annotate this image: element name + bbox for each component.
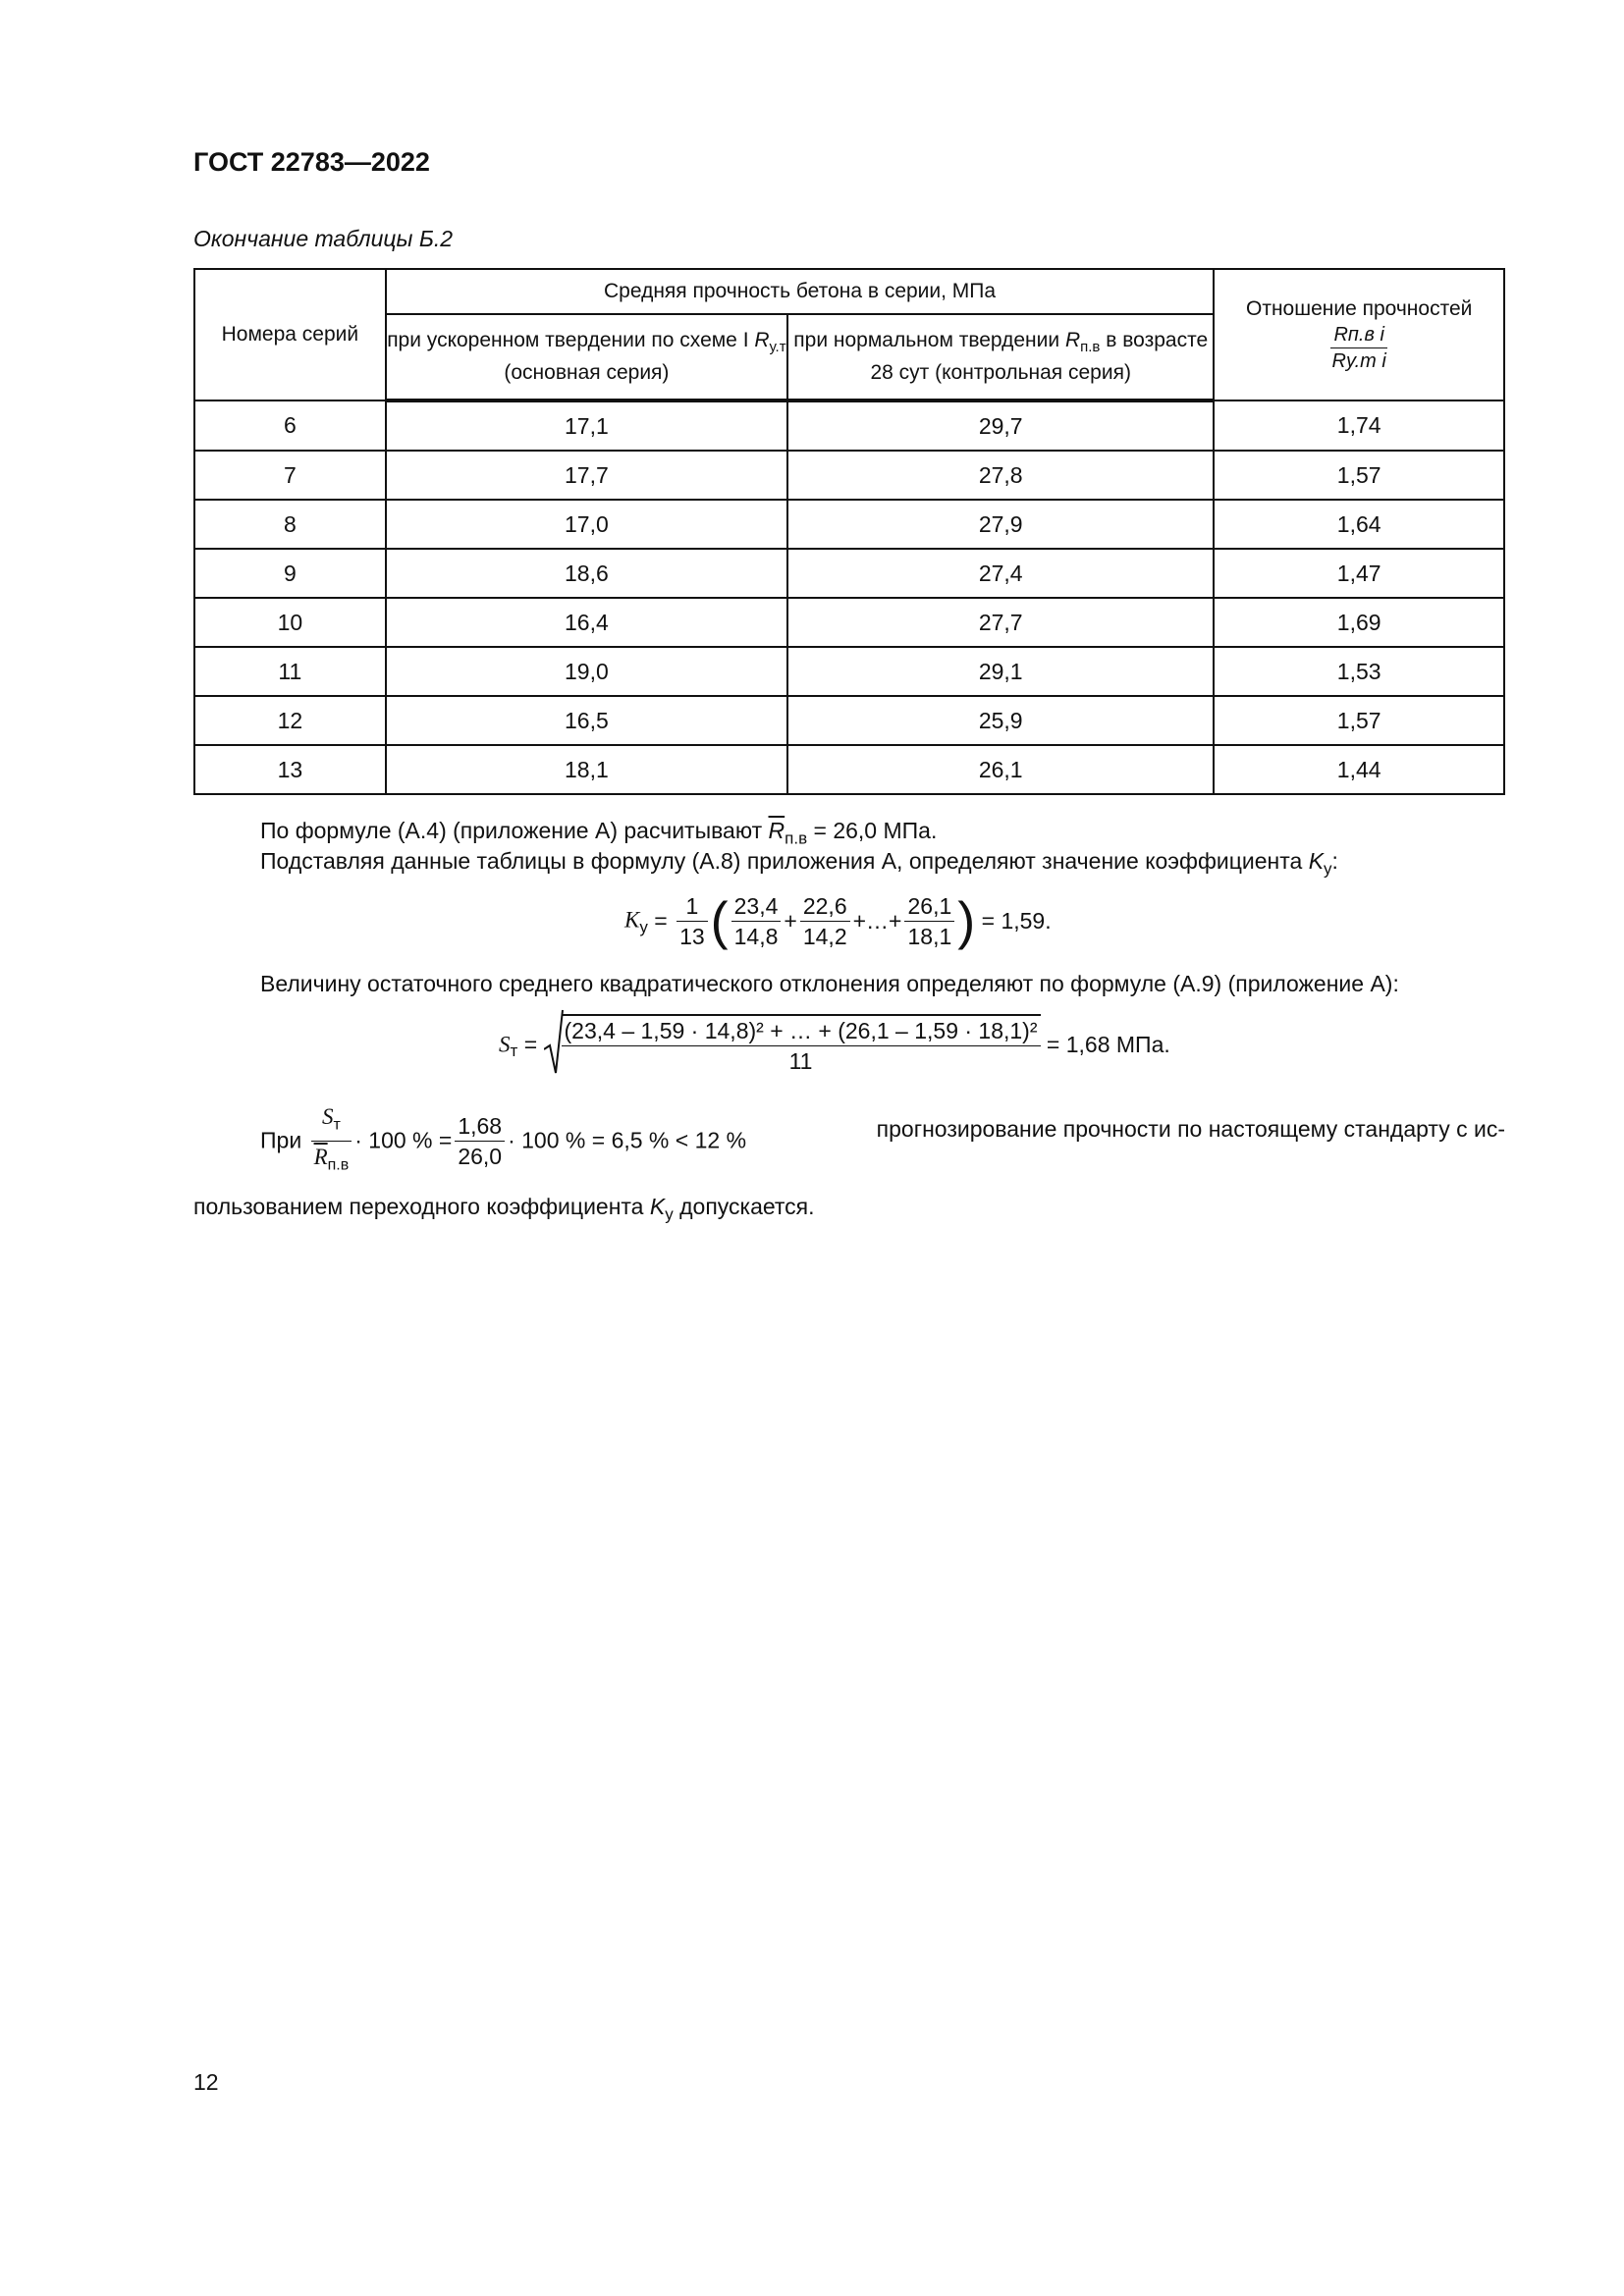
accel-sub: у.т (769, 339, 786, 356)
cell-normal: 27,4 (787, 549, 1214, 598)
ky-coef (677, 891, 708, 951)
pct-times-1: · 100 % = (354, 1127, 453, 1153)
cell-series: 10 (194, 598, 386, 647)
table-row (194, 696, 1504, 745)
document-header: ГОСТ 22783—2022 (193, 147, 430, 177)
accel-text: при ускоренном твердении по схеме I (387, 328, 755, 351)
cell-accel: 19,0 (386, 647, 787, 696)
ratio-numerator: Rп.в i (1330, 322, 1386, 348)
cell-series: 13 (194, 745, 386, 794)
p1-symbol: $\overline{R}$ (768, 818, 785, 843)
cell-normal: 26,1 (787, 745, 1214, 794)
cell-ratio: 1,57 (1214, 451, 1504, 500)
normal-text: при нормальном твердении (793, 328, 1065, 351)
ky-result: = 1,59. (981, 908, 1052, 934)
p5-symbol: K (649, 1194, 666, 1219)
ky-f3-den: 18,1 (907, 924, 952, 949)
ky-coef-den: 13 (679, 924, 705, 949)
ky-f2-den: 14,2 (802, 924, 847, 949)
ky-dots: +…+ (852, 908, 902, 934)
normal-sub: п.в (1080, 339, 1101, 356)
ky-f1-num: 23,4 (731, 891, 782, 922)
st-lhs-sub: т (510, 1041, 518, 1061)
ky-f1-den: 14,8 (733, 924, 779, 949)
p2-sub: у (1324, 859, 1332, 879)
st-num: (23,4 – 1,59 · 14,8)² + … + (26,1 – 1,59 · 18,1)² (562, 1016, 1041, 1046)
ky-lhs-sub: у (639, 918, 648, 937)
pct-frac-1-num (311, 1101, 352, 1142)
st-result: = 1,68 МПа. (1046, 1032, 1170, 1057)
pct-den-2: 26,0 (458, 1143, 503, 1169)
table-row (194, 647, 1504, 696)
accel-suffix: (основная серия) (504, 361, 670, 385)
table-row (194, 400, 1504, 451)
cell-ratio: 1,57 (1214, 696, 1504, 745)
cell-accel: 17,0 (386, 500, 787, 549)
paragraph-conclusion (193, 1193, 815, 1229)
header-accelerated (386, 314, 787, 400)
ky-coef-num: 1 (677, 891, 708, 922)
pct-den-symbol: $\overline{R}$ (313, 1144, 328, 1169)
accel-symbol: R (754, 328, 770, 351)
ky-lhs: K (624, 907, 640, 933)
table-row (194, 598, 1504, 647)
st-frac (562, 1014, 1041, 1076)
page-number: 12 (193, 2069, 219, 2095)
cell-normal: 25,9 (787, 696, 1214, 745)
cell-accel: 18,6 (386, 549, 787, 598)
pct-frac-1 (311, 1101, 352, 1180)
cell-normal: 29,1 (787, 647, 1214, 696)
p1-suffix: = 26,0 МПа. (807, 818, 938, 843)
cell-accel: 18,1 (386, 745, 787, 794)
header-normal (787, 314, 1214, 400)
cell-accel: 16,5 (386, 696, 787, 745)
cell-series: 11 (194, 647, 386, 696)
ky-frac-3 (904, 891, 954, 951)
p2-symbol: K (1308, 848, 1325, 874)
table-row (194, 549, 1504, 598)
cell-normal: 27,9 (787, 500, 1214, 549)
table-row (194, 500, 1504, 549)
cell-accel: 17,7 (386, 451, 787, 500)
cell-ratio: 1,64 (1214, 500, 1504, 549)
ky-f3-num: 26,1 (904, 891, 954, 922)
header-strength-group: Средняя прочность бетона в серии, МПа (386, 269, 1215, 314)
cell-series: 7 (194, 451, 386, 500)
header-ratio (1214, 269, 1504, 400)
formula-ky: $K_у$ = $\frac{1}{13}$ ( $\frac{23,4}{14,8}$ + $\frac{22,6}{14,2}$ +…+ $\frac{26,1}{18,1}$ ) = 1,59. (624, 891, 1052, 951)
cell-series: 6 (194, 400, 386, 451)
p1-text: По формуле (А.4) (приложение А) расчитывают (260, 818, 769, 843)
st-lhs: S (499, 1032, 511, 1057)
ratio-denominator: Rу.т i (1331, 349, 1386, 372)
cell-ratio: 1,47 (1214, 549, 1504, 598)
p2-suffix: : (1331, 848, 1338, 874)
p5-suffix: допускается. (673, 1194, 815, 1219)
paragraph-deviation: Величину остаточного среднего квадратического отклонения определяют по формуле (А.9) (приложение А): (260, 971, 1399, 996)
table-row (194, 745, 1504, 794)
normal-suffix: в возрасте 28 сут (контрольная серия) (870, 328, 1209, 385)
cell-ratio: 1,53 (1214, 647, 1504, 696)
ratio-label: Отношение прочностей (1246, 296, 1473, 320)
normal-symbol: R (1064, 328, 1081, 351)
header-series: Номера серий (194, 269, 386, 400)
cell-normal: 27,8 (787, 451, 1214, 500)
pct-den-sub: п.в (327, 1156, 350, 1174)
p5-sub: у (665, 1204, 674, 1224)
cell-series: 8 (194, 500, 386, 549)
pct-num-symbol: S (321, 1104, 334, 1129)
pct-frac-1-den (311, 1142, 352, 1181)
ky-frac-2 (800, 891, 850, 951)
paragraph-percent (260, 1101, 1505, 1180)
cell-series: 12 (194, 696, 386, 745)
strength-table (193, 268, 1505, 795)
ratio-fraction (1330, 322, 1386, 374)
paragraph-coefficient (260, 847, 1338, 883)
st-sqrt (544, 1014, 1041, 1076)
cell-ratio: 1,74 (1214, 400, 1504, 451)
cell-ratio: 1,69 (1214, 598, 1504, 647)
cell-accel: 17,1 (386, 400, 787, 451)
cell-ratio: 1,44 (1214, 745, 1504, 794)
ky-frac-1 (731, 891, 782, 951)
table-row (194, 451, 1504, 500)
pct-num-sub: т (333, 1116, 341, 1134)
pct-times-2: · 100 % = 6,5 % < 12 % (508, 1127, 747, 1153)
ky-f2-num: 22,6 (800, 891, 850, 922)
p4-tail: прогнозирование прочности по настоящему стандарту с ис- (876, 1116, 1505, 1142)
pct-frac-2 (455, 1111, 505, 1171)
pct-num-2: 1,68 (455, 1111, 505, 1142)
table-caption: Окончание таблицы Б.2 (193, 226, 454, 251)
cell-series: 9 (194, 549, 386, 598)
cell-normal: 27,7 (787, 598, 1214, 647)
cell-accel: 16,4 (386, 598, 787, 647)
formula-st: $S_т$ = $\frac{\text{(23,4 – 1,59 · 14,8)² + … + (26,1 – 1,59 · 18,1)²}}{11}$ = 1,68 МПа. (499, 1014, 1170, 1076)
p5-text: пользованием переходного коэффициента (193, 1194, 650, 1219)
p4-lead: При (260, 1127, 302, 1153)
p2-text: Подставляя данные таблицы в формулу (А.8) приложения А, определяют значение коэффициента (260, 848, 1309, 874)
p1-sub: п.в (785, 828, 808, 848)
st-den: 11 (788, 1048, 813, 1074)
sqrt-sign-icon (544, 1008, 564, 1079)
cell-normal: 29,7 (787, 400, 1214, 451)
